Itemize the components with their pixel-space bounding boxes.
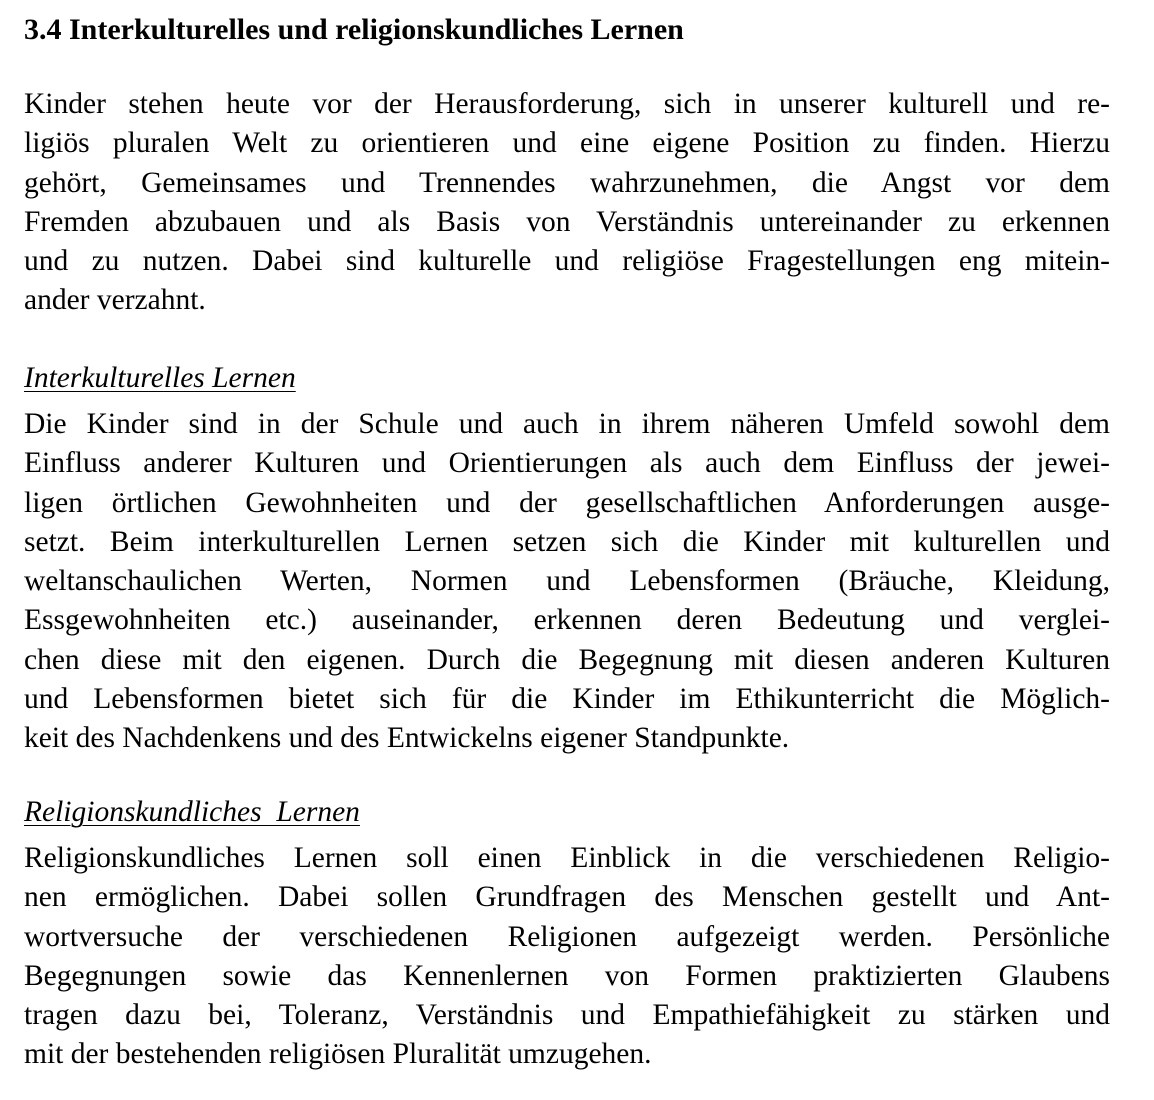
paragraph-line: Einfluss anderer Kulturen und Orientierungen als auch dem Einfluss der jewei-: [24, 447, 1110, 480]
paragraph-line: setzt. Beim interkulturellen Lernen setzen sich die Kinder mit kulturellen und: [24, 525, 1110, 558]
paragraph-line: und zu nutzen. Dabei sind kulturelle und religiöse Fragestellungen eng mitein-: [24, 245, 1110, 278]
intro-paragraph: [24, 85, 1110, 321]
subheading-religionskundliches-lernen: Religionskundliches Lernen: [24, 796, 360, 828]
paragraph-line: Religionskundliches Lernen soll einen Einblick in die verschiedenen Religio-: [24, 842, 1110, 874]
paragraph-line: wortversuche der verschiedenen Religionen aufgezeigt werden. Persönliche: [24, 920, 1110, 953]
paragraph-line: weltanschaulichen Werten, Normen und Lebensformen (Bräuche, Kleidung,: [24, 565, 1110, 598]
paragraph-line: Kinder stehen heute vor der Herausforderung, sich in unserer kulturell und re-: [24, 88, 1110, 120]
paragraph-line: Essgewohnheiten etc.) auseinander, erkennen deren Bedeutung und verglei-: [24, 604, 1110, 637]
interkulturell-paragraph: [24, 405, 1110, 759]
subheading-interkulturelles-lernen: Interkulturelles Lernen: [24, 362, 296, 394]
paragraph-line: keit des Nachdenkens und des Entwickelns eigener Standpunkte.: [24, 722, 790, 755]
paragraph-line: Begegnungen sowie das Kennenlernen von Formen praktizierten Glaubens: [24, 959, 1110, 992]
paragraph-line: gehört, Gemeinsames und Trennendes wahrzunehmen, die Angst vor dem: [24, 166, 1110, 199]
paragraph-line: ligiös pluralen Welt zu orientieren und eine eigene Position zu finden. Hierzu: [24, 127, 1110, 160]
paragraph-line: Die Kinder sind in der Schule und auch in ihrem näheren Umfeld sowohl dem: [24, 408, 1110, 440]
paragraph-line: und Lebensformen bietet sich für die Kinder im Ethikunterricht die Möglich-: [24, 683, 1110, 716]
paragraph-line: chen diese mit den eigenen. Durch die Begegnung mit diesen anderen Kulturen: [24, 643, 1110, 676]
paragraph-line: tragen dazu bei, Toleranz, Verständnis und Empathiefähigkeit zu stärken und: [24, 999, 1110, 1032]
section-title: 3.4 Interkulturelles und religionskundliches Lernen: [24, 13, 684, 46]
paragraph-line: ligen örtlichen Gewohnheiten und der gesellschaftlichen Anforderungen ausge-: [24, 486, 1110, 519]
paragraph-line: nen ermöglichen. Dabei sollen Grundfragen des Menschen gestellt und Ant-: [24, 881, 1110, 914]
paragraph-line: ander verzahnt.: [24, 284, 206, 317]
religionskundlich-paragraph: [24, 839, 1110, 1075]
paragraph-line: mit der bestehenden religiösen Pluralität umzugehen.: [24, 1038, 652, 1071]
paragraph-line: Fremden abzubauen und als Basis von Verständnis untereinander zu erkennen: [24, 205, 1110, 238]
